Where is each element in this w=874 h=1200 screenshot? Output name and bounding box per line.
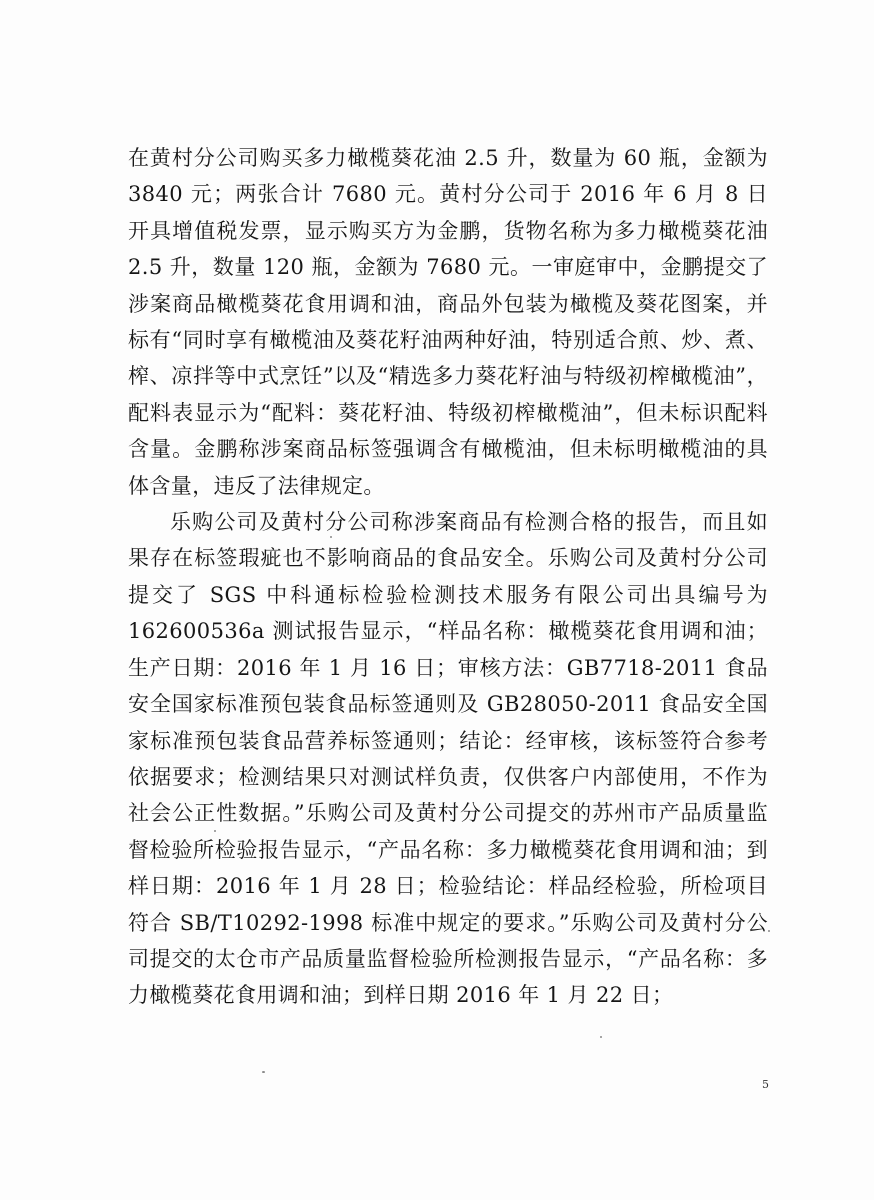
scan-speck [262, 1071, 265, 1073]
scan-speck [330, 536, 332, 538]
paragraph-1: 在黄村分公司购买多力橄榄葵花油 2.5 升，数量为 60 瓶，金额为 3840 元；两张合计 7680 元。黄村分公司于 2016 年 6 月 8 日开具增值税发票，显示购买方为金鹏，货物名称为多力橄榄葵花油 2.5 升，数量 120 瓶，金额为 7680 元。一审庭审中，金鹏提交了涉案商品橄榄葵花食用调和油，商品外包装为橄榄及葵花图案，并标有“同时享有橄榄油及葵花籽油两种好油，特别适合煎、炒、煮、榨、凉拌等中式烹饪”以及“精选多力葵花籽油与特级初榨橄榄油”，配料表显示为“配料：葵花籽油、特级初榨橄榄油”，但未标识配料含量。金鹏称涉案商品标签强调含有橄榄油，但未标明橄榄油的具体含量，违反了法律规定。 [128, 146, 768, 498]
page-number: 5 [762, 1078, 769, 1091]
scan-speck [600, 1036, 602, 1038]
document-body [128, 140, 768, 1014]
scan-speck [768, 930, 770, 932]
scan-speck [214, 830, 216, 832]
paragraph-2: 乐购公司及黄村分公司称涉案商品有检测合格的报告，而且如果存在标签瑕疵也不影响商品的食品安全。乐购公司及黄村分公司提交了 SGS 中科通标检验检测技术服务有限公司出具编号为 162600536a 测试报告显示，“样品名称：橄榄葵花食用调和油；生产日期：2016 年 1 月 16 日；审核方法：GB7718-2011 食品安全国家标准预包装食品标签通则及 GB28050-2011 食品安全国家标准预包装食品营养标签通则；结论：经审核，该标签符合参考依据要求；检测结果只对测试样负责，仅供客户内部使用，不作为社会公正性数据。”乐购公司及黄村分公司提交的苏州市产品质量监督检验所检验报告显示，“产品名称：多力橄榄葵花食用调和油；到样日期：2016 年 1 月 28 日；检验结论：样品经检验，所检项目符合 SB/T10292-1998 标准中规定的要求。”乐购公司及黄村分公司提交的太仓市产品质量监督检验所检测报告显示，“产品名称：多力橄榄葵花食用调和油；到样日期 2016 年 1 月 22 日； [128, 510, 768, 1008]
